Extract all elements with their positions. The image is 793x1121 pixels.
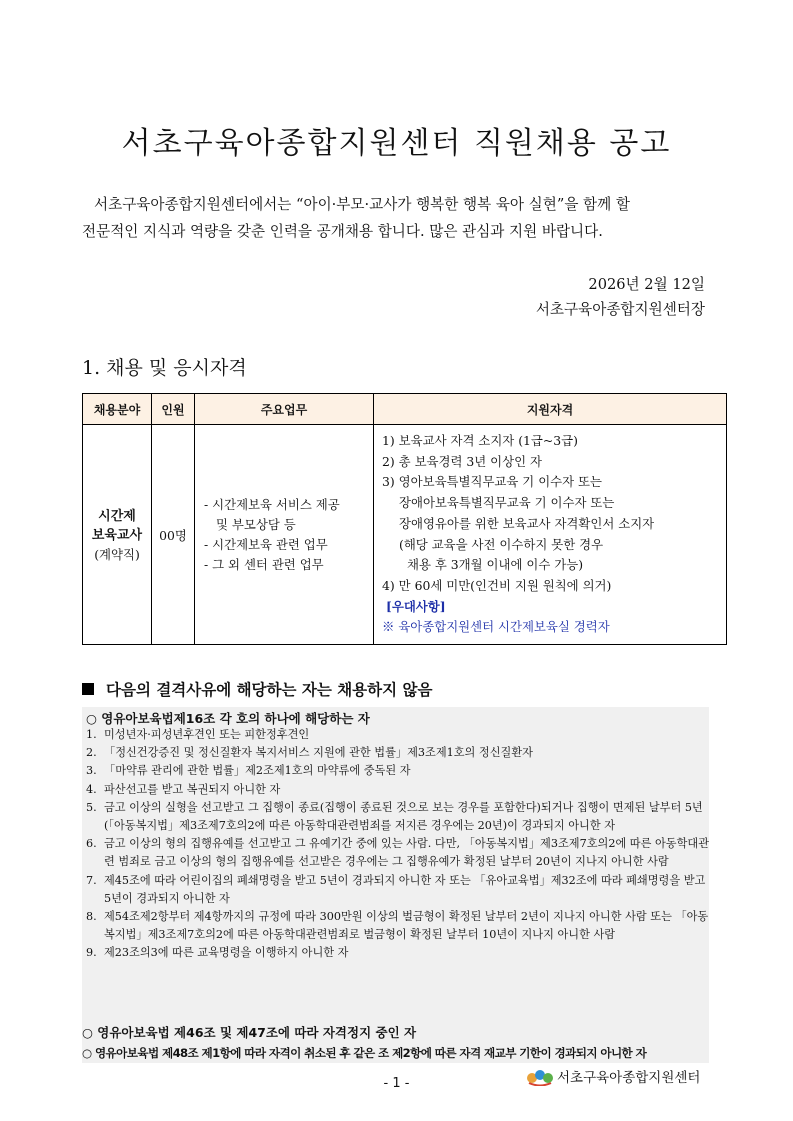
duty-item: - 그 외 센터 관련 업무 <box>204 556 324 572</box>
item-text: 금고 이상의 실형을 선고받고 그 집행이 종료(집행이 종료된 것으로 보는 경우를 포함한다)되거나 집행이 면제된 날부터 5년(「아동복지법」제3조제7호의2에 따른 아동학대관련범죄를 저지른 경우에는 20년)이 경과되지 아니한 자 <box>104 800 703 833</box>
date-signature-block <box>536 272 705 322</box>
page-title: 서초구육아종합지원센터 직원채용 공고 <box>121 126 672 161</box>
table-row <box>83 425 727 645</box>
table-header-row <box>83 394 727 425</box>
qualification-item: 채용 후 3개월 이내에 이수 가능) <box>407 557 584 573</box>
list-item <box>86 872 710 908</box>
item-number: 6. <box>86 837 97 851</box>
duty-item: 및 부모상담 등 <box>216 516 296 532</box>
list-item <box>86 908 710 944</box>
item-number: 9. <box>86 946 97 960</box>
field-cell <box>83 425 152 645</box>
qualification-item: 3) 영아보육특별직무교육 기 이수자 또는 <box>382 474 602 490</box>
intro-line-2: 전문적인 지식과 역량을 갖춘 인력을 공개채용 합니다. 많은 관심과 지원 바랍니다. <box>82 223 603 240</box>
section1-title: 1. 채용 및 응시자격 <box>82 357 247 379</box>
item-number: 3. <box>86 764 97 778</box>
item-number: 1. <box>86 728 97 741</box>
disqualification-list <box>86 726 710 963</box>
list-item <box>86 781 710 799</box>
black-square-icon <box>82 683 94 695</box>
field-type: (계약직) <box>94 546 140 562</box>
list-item <box>86 799 710 835</box>
preference-item: ※ 육아종합지원센터 시간제보육실 경력자 <box>382 619 610 635</box>
item-text: 미성년자·피성년후견인 또는 피한정후견인 <box>104 728 310 741</box>
header-duties: 주요업무 <box>195 394 374 425</box>
item-text: 「마약류 관리에 관한 법률」제2조제1호의 마약류에 중독된 자 <box>104 764 411 778</box>
preference-label: [우대사항] <box>386 598 446 614</box>
list-item <box>86 944 710 962</box>
item-text: 「정신건강증진 및 정신질환자 복지서비스 지원에 관한 법률」제3조제1호의 정신질환자 <box>104 746 533 760</box>
qualifications-cell <box>374 425 727 645</box>
qualification-item: 장애영유아를 위한 보육교사 자격확인서 소지자 <box>399 515 655 531</box>
logo-text: 서초구육아종합지원센터 <box>557 1070 701 1086</box>
section2-title-text: 다음의 결격사유에 해당하는 자는 채용하지 않음 <box>106 681 433 699</box>
list-item <box>86 835 710 871</box>
qualification-item: (해당 교육을 사전 이수하지 못한 경우 <box>399 536 604 552</box>
qualification-item: 2) 총 보육경력 3년 이상인 자 <box>382 453 542 469</box>
qualification-item: 장애아보육특별직무교육 기 이수자 또는 <box>399 495 615 511</box>
item-text: 제23조의3에 따른 교육명령을 이행하지 아니한 자 <box>104 946 349 960</box>
item-number: 5. <box>86 800 97 814</box>
item-number: 7. <box>86 873 97 887</box>
recruitment-table <box>82 393 727 645</box>
item-text: 제45조에 따라 어린이집의 폐쇄명령을 받고 5년이 경과되지 아니한 자 또는 「유아교육법」제32조에 따라 폐쇄명령을 받고 5년이 경과되지 아니한 자 <box>104 873 706 905</box>
intro-line-1: 서초구육아종합지원센터에서는 “아이·부모·교사가 행복한 행복 육아 실현”을 함께 할 <box>94 196 630 213</box>
count-cell: 00명 <box>152 425 195 645</box>
header-qualifications: 지원자격 <box>374 394 727 425</box>
item-text: 파산선고를 받고 복권되지 아니한 자 <box>104 782 281 796</box>
disqualification-head-3: ○ 영유아보육법 제48조 제1항에 따라 자격이 취소된 후 같은 조 제2항에 따른 자격 재교부 기한이 경과되지 아니한 자 <box>82 1046 647 1060</box>
header-count: 인원 <box>152 394 195 425</box>
center-logo <box>526 1066 700 1086</box>
disqualification-head-1: ○ 영유아보육법제16조 각 호의 하나에 해당하는 자 <box>86 711 370 726</box>
duty-item: - 시간제보육 관련 업무 <box>204 536 328 552</box>
page-number: - 1 - <box>383 1076 410 1091</box>
qualification-item: 4) 만 60세 미만(인건비 지원 원칙에 의거) <box>382 577 612 593</box>
item-number: 2. <box>86 746 97 760</box>
list-item <box>86 744 710 762</box>
disqualification-box <box>82 707 709 1063</box>
list-item <box>86 726 710 744</box>
intro-paragraph <box>82 191 712 245</box>
duties-list <box>196 495 372 575</box>
section2-title <box>82 678 432 700</box>
item-number: 8. <box>86 910 97 924</box>
signer: 서초구육아종합지원센터장 <box>535 301 705 318</box>
field-name-line1: 시간제 <box>98 508 136 524</box>
item-text: 제54조제2항부터 제4항까지의 규정에 따라 300만원 이상의 벌금형이 확정된 날부터 2년이 지나지 아니한 사람 또는 「아동복지법」제3조제7호의2에 따른 아동학대관련범죄로 벌금형이 확정된 날부터 10년이 지나지 아니한 사람 <box>104 910 709 942</box>
list-item <box>86 762 710 780</box>
duty-item: - 시간제보육 서비스 제공 <box>204 496 340 512</box>
qualification-item: 1) 보육교사 자격 소지자 (1급~3급) <box>382 433 578 448</box>
notice-date: 2026년 2월 12일 <box>588 276 705 293</box>
center-logo-icon <box>526 1066 554 1086</box>
header-field: 채용분야 <box>83 394 152 425</box>
item-number: 4. <box>86 782 97 796</box>
field-name-line2: 보육교사 <box>91 527 143 543</box>
disqualification-head-2: ○ 영유아보육법 제46조 및 제47조에 따라 자격정지 중인 자 <box>82 1025 417 1040</box>
item-text: 금고 이상의 형의 집행유예를 선고받고 그 유예기간 중에 있는 사람. 다만, 「아동복지법」제3조제7호의2에 따른 아동학대관련 범죄로 금고 이상의 형의 집행유예를 선고받은 경우에는 그 집행유예가 확정된 날부터 20년이 지나지 아니한 사람 <box>104 837 710 869</box>
duties-cell <box>195 425 374 645</box>
